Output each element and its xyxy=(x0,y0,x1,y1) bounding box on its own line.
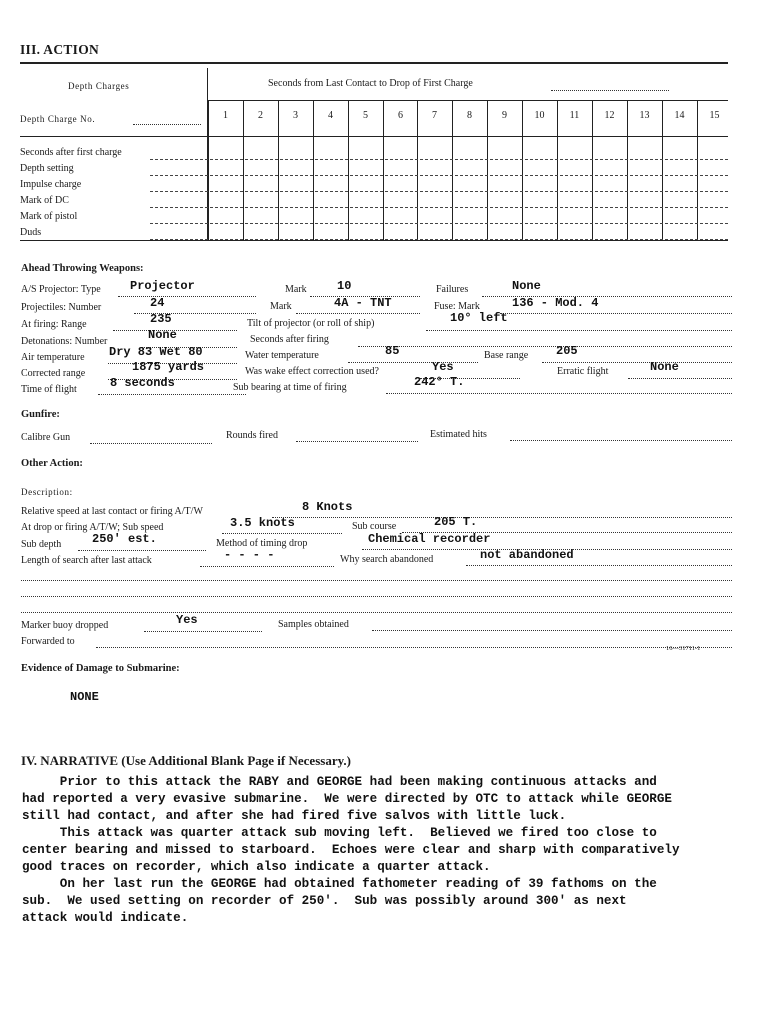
search-length-label: Length of search after last attack xyxy=(21,555,152,566)
row-label: Mark of pistol xyxy=(20,211,78,222)
row-label: Impulse charge xyxy=(20,179,82,190)
fuse-mark-value: 136 - Mod. 4 xyxy=(512,296,599,310)
depth-charge-no-label: Depth Charge No. xyxy=(20,114,96,124)
failures-value: None xyxy=(512,279,541,293)
column-number: 2 xyxy=(258,110,263,121)
sub-depth-value: 250' est. xyxy=(92,532,157,546)
row-line xyxy=(150,159,728,160)
search-abandoned-value: not abandoned xyxy=(480,548,574,562)
detonations-number-label: Detonations: Number xyxy=(21,336,108,347)
row-line xyxy=(150,239,728,240)
column-divider xyxy=(522,100,523,240)
gunfire-heading: Gunfire: xyxy=(21,409,60,420)
mark-2-label: Mark xyxy=(270,301,292,312)
column-number: 8 xyxy=(467,110,472,121)
marker-buoy-value: Yes xyxy=(176,613,198,627)
row-line xyxy=(150,223,728,224)
mark-label: Mark xyxy=(285,284,307,295)
column-number: 10 xyxy=(534,110,545,121)
row-label: Depth setting xyxy=(20,163,74,174)
sub-course-value: 205 T. xyxy=(434,515,478,529)
erratic-flight-value: None xyxy=(650,360,679,374)
corrected-range-label: Corrected range xyxy=(21,368,86,379)
column-number: 13 xyxy=(639,110,650,121)
mark-value: 10 xyxy=(337,279,352,293)
column-divider xyxy=(208,100,209,240)
row-label: Seconds after first charge xyxy=(20,147,122,158)
column-divider xyxy=(383,100,384,240)
column-divider xyxy=(348,100,349,240)
projector-type-value: Projector xyxy=(130,279,195,293)
sub-depth-label: Sub depth xyxy=(21,539,62,550)
sub-speed-value: 3.5 knots xyxy=(230,516,295,530)
time-of-flight-label: Time of flight xyxy=(21,384,77,395)
blank-line xyxy=(21,596,732,597)
column-number: 14 xyxy=(674,110,685,121)
blank-line xyxy=(21,612,732,613)
timing-method-value: Chemical recorder xyxy=(368,532,491,546)
failures-label: Failures xyxy=(436,284,469,295)
timing-method-label: Method of timing drop xyxy=(216,538,308,549)
depth-charges-label: Depth Charges xyxy=(68,81,130,91)
search-length-value: - - - - xyxy=(224,548,275,562)
sub-speed-label: At drop or firing A/T/W; Sub speed xyxy=(21,522,164,533)
relative-speed-value: 8 Knots xyxy=(302,500,353,514)
row-label: Duds xyxy=(20,227,42,238)
column-divider xyxy=(313,100,314,240)
column-number: 15 xyxy=(709,110,720,121)
relative-speed-label: Relative speed at last contact or firing A/T/W xyxy=(21,506,203,517)
evidence-value: NONE xyxy=(70,690,99,704)
base-range-label: Base range xyxy=(484,350,529,361)
at-firing-range-value: 235 xyxy=(150,312,172,326)
column-divider xyxy=(697,100,698,240)
marker-buoy-label: Marker buoy dropped xyxy=(21,620,109,631)
at-firing-range-label: At firing: Range xyxy=(21,319,87,330)
sub-bearing-value: 242° T. xyxy=(414,375,465,389)
ahead-throwing-heading: Ahead Throwing Weapons: xyxy=(21,263,144,274)
projectiles-number-value: 24 xyxy=(150,296,165,310)
row-line xyxy=(150,175,728,176)
sub-bearing-label: Sub bearing at time of firing xyxy=(233,382,347,393)
search-abandoned-label: Why search abandoned xyxy=(340,554,434,565)
column-number: 5 xyxy=(363,110,368,121)
time-of-flight-value: 8 seconds xyxy=(110,376,175,390)
other-action-heading: Other Action: xyxy=(21,458,83,469)
air-temperature-value: Dry 83 Wet 80 xyxy=(109,345,203,359)
column-divider xyxy=(487,100,488,240)
detonations-number-value: None xyxy=(148,328,177,342)
tilt-of-projector-value: 10° left xyxy=(450,311,508,325)
column-number: 3 xyxy=(293,110,298,121)
blank-line xyxy=(21,580,732,581)
wake-correction-value: Yes xyxy=(432,360,454,374)
projectiles-number-label: Projectiles: Number xyxy=(21,302,102,313)
column-number: 1 xyxy=(223,110,228,121)
column-divider xyxy=(278,100,279,240)
column-divider xyxy=(627,100,628,240)
column-number: 11 xyxy=(569,110,580,121)
description-label: Description: xyxy=(21,487,73,497)
row-line xyxy=(150,207,728,208)
column-number: 9 xyxy=(502,110,507,121)
rounds-fired-label: Rounds fired xyxy=(226,430,278,441)
evidence-heading: Evidence of Damage to Submarine: xyxy=(21,663,180,674)
erratic-flight-label: Erratic flight xyxy=(557,366,609,377)
column-divider xyxy=(417,100,418,240)
form-number: 16—31711-1 xyxy=(666,645,701,652)
water-temperature-label: Water temperature xyxy=(245,350,319,361)
air-temperature-label: Air temperature xyxy=(21,352,85,363)
mark-2-value: 4A - TNT xyxy=(334,296,392,310)
base-range-value: 205 xyxy=(556,344,578,358)
column-number: 4 xyxy=(328,110,333,121)
seconds-from-contact-label: Seconds from Last Contact to Drop of First Charge xyxy=(268,78,473,89)
narrative-text: Prior to this attack the RABY and GEORGE had been making continuous attacks and had reported a very evasive submarine. We were directed by OTC to attack while GEORGE still had contact, and after she had fired five salvos with little luck. This attack was quarter attack sub moving left. Believed we fired too close to center bearing and missed to starboard. Echoes were clear and sharp with comparatively good traces on recorder, which also indicate a quarter attack. On her last run the GEORGE had obtained fathometer reading of 39 fathoms on the sub. We used setting on recorder of 250'. Sub was possibly around 300' as next attack would indicate. xyxy=(22,775,680,925)
corrected-range-value: 1875 yards xyxy=(132,360,205,374)
column-number: 12 xyxy=(604,110,615,121)
calibre-gun-label: Calibre Gun xyxy=(21,432,71,443)
estimated-hits-label: Estimated hits xyxy=(430,429,487,440)
tilt-of-projector-label: Tilt of projector (or roll of ship) xyxy=(247,318,375,329)
projector-type-label: A/S Projector: Type xyxy=(21,284,101,295)
fuse-mark-label: Fuse: Mark xyxy=(434,301,480,312)
column-number: 7 xyxy=(432,110,437,121)
column-divider xyxy=(592,100,593,240)
narrative-title: IV. NARRATIVE (Use Additional Blank Page if Necessary.) xyxy=(21,753,351,768)
row-line xyxy=(150,191,728,192)
column-divider xyxy=(243,100,244,240)
column-divider xyxy=(557,100,558,240)
row-label: Mark of DC xyxy=(20,195,69,206)
section-title-action: III. ACTION xyxy=(20,42,100,57)
wake-correction-label: Was wake effect correction used? xyxy=(245,366,379,377)
water-temperature-value: 85 xyxy=(385,344,400,358)
forwarded-to-label: Forwarded to xyxy=(21,636,75,647)
section-rule xyxy=(20,62,728,64)
column-number: 6 xyxy=(398,110,403,121)
column-divider xyxy=(452,100,453,240)
seconds-after-firing-label: Seconds after firing xyxy=(250,334,329,345)
sub-course-label: Sub course xyxy=(352,521,397,532)
column-divider xyxy=(662,100,663,240)
samples-obtained-label: Samples obtained xyxy=(278,619,349,630)
